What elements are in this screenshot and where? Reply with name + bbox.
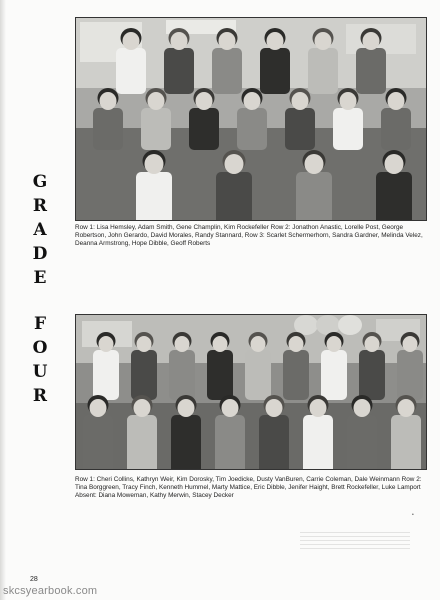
student-figure (397, 332, 423, 400)
student-figure (131, 332, 157, 400)
student-figure (321, 332, 347, 400)
student-figure (207, 332, 233, 400)
class-photo-2 (75, 314, 427, 470)
student-figure (169, 332, 195, 400)
class-photo-2-caption: Row 1: Cheri Collins, Kathryn Weir, Kim Dorosky, Tim Joedicke, Dusty VanBuren, Carrie Coleman, Dale Weinmann Row 2: Tina Borggreen, Tracy Finch, Kenneth Hummel, Marty Mattice, Eric Dibble, Jenifer Haight, Brett Rockefeller, Luke Lamport Absent: Diana Moweman, Kathy Merwin, Stacey Decker (75, 476, 422, 500)
heading-letter: R (32, 196, 48, 216)
heading-letter: U (32, 362, 48, 382)
heading-letter: R (32, 386, 48, 406)
page-gutter (0, 0, 6, 600)
heading-letter: F (33, 314, 47, 334)
page-number: 28 (30, 576, 38, 583)
class-photo-1 (75, 17, 427, 221)
class-photo-1-image (76, 18, 426, 220)
heading-four (30, 312, 50, 408)
student-figure (93, 332, 119, 400)
heading-letter: A (33, 220, 47, 240)
show-through-text (300, 532, 410, 550)
student-figure (359, 332, 385, 400)
print-mark: • (412, 512, 414, 518)
heading-grade (30, 170, 50, 290)
heading-letter: O (32, 338, 48, 358)
heading-letter: E (33, 268, 47, 288)
student-figure (283, 332, 309, 400)
heading-letter: D (32, 244, 48, 264)
watermark: skcsyearbook.com (3, 585, 98, 597)
class-photo-2-image (76, 315, 426, 469)
student-figure (245, 332, 271, 400)
heading-letter: G (32, 172, 48, 192)
class-photo-1-caption: Row 1: Lisa Hemsley, Adam Smith, Gene Champlin, Kim Rockefeller Row 2: Jonathon Anastic, Lorelle Post, George Robertson, John Gerardo, David Morales, Randy Stannard, Row 3: Scarlet Schermerhorn, Sandra Gardner, Melinda Velez, Deanna Armstrong, Hope Dibble, Geoff Roberts (75, 224, 423, 248)
